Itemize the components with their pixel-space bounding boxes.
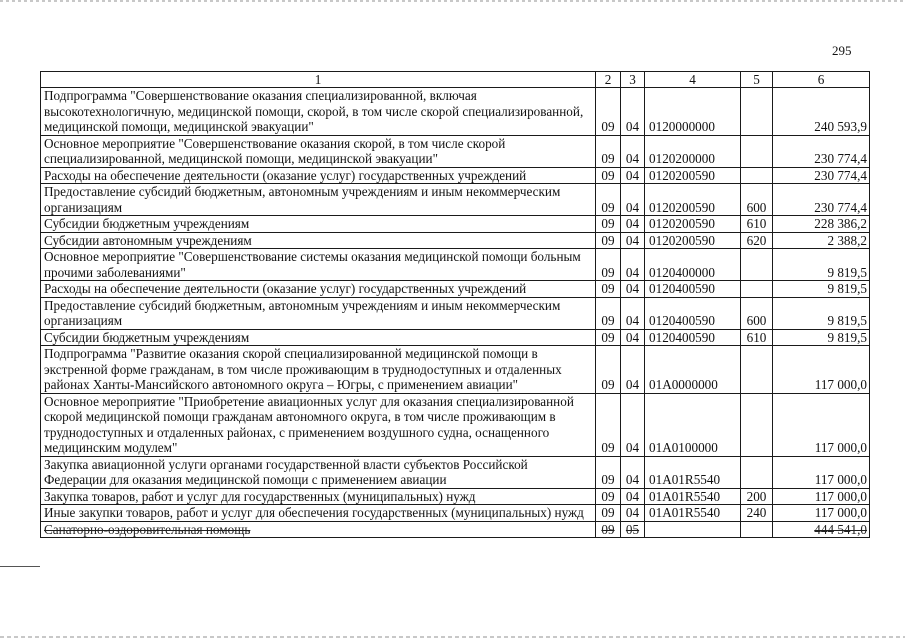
row-expense-type: 600 [741, 297, 773, 329]
row-amount: 117 000,0 [773, 346, 870, 394]
row-section: 09 [596, 456, 621, 488]
row-subsection: 04 [621, 393, 645, 456]
table-row [41, 505, 870, 522]
row-expense-type [741, 456, 773, 488]
row-subsection: 04 [621, 281, 645, 298]
row-subsection: 04 [621, 249, 645, 281]
row-section: 09 [596, 88, 621, 136]
table-row [41, 216, 870, 233]
header-col-3: 3 [621, 72, 645, 88]
row-expense-type [741, 393, 773, 456]
row-expense-type: 200 [741, 488, 773, 505]
row-target-code: 0120400590 [645, 297, 741, 329]
row-expense-type [741, 135, 773, 167]
row-expense-type [741, 88, 773, 136]
row-amount: 9 819,5 [773, 329, 870, 346]
row-amount: 9 819,5 [773, 281, 870, 298]
row-amount: 230 774,4 [773, 135, 870, 167]
row-expense-type: 600 [741, 184, 773, 216]
row-name: Подпрограмма "Развитие оказания скорой специализированной медицинской помощи в экстренной форме гражданам, в том числе проживающим в труднодоступных и отдаленных районах Ханты-Мансийского автономного округа – Югры, с применением авиации" [41, 346, 596, 394]
row-target-code: 0120400590 [645, 281, 741, 298]
row-name: Основное мероприятие "Приобретение авиационных услуг для оказания специализированной скорой медицинской помощи гражданам автономного округа, в том числе проживающим в труднодоступных и отдаленных районах, с применением воздушного судна, оснащенного медицинским модулем" [41, 393, 596, 456]
row-expense-type: 610 [741, 329, 773, 346]
row-section: 09 [596, 393, 621, 456]
row-amount: 9 819,5 [773, 297, 870, 329]
row-name: Основное мероприятие "Совершенствование системы оказания медицинской помощи больным прочими заболеваниями" [41, 249, 596, 281]
header-col-4: 4 [645, 72, 741, 88]
table-row [41, 488, 870, 505]
header-row [41, 72, 870, 88]
row-target-code: 0120200590 [645, 232, 741, 249]
row-amount: 117 000,0 [773, 505, 870, 522]
row-subsection: 04 [621, 346, 645, 394]
row-target-code: 01А0000000 [645, 346, 741, 394]
row-expense-type: 240 [741, 505, 773, 522]
table-row [41, 521, 870, 538]
row-amount: 230 774,4 [773, 184, 870, 216]
table-row [41, 88, 870, 136]
row-expense-type [741, 281, 773, 298]
row-amount: 9 819,5 [773, 249, 870, 281]
row-section: 09 [596, 281, 621, 298]
row-target-code [645, 521, 741, 538]
row-subsection: 04 [621, 505, 645, 522]
scan-edge-bottom [0, 636, 905, 638]
row-target-code: 01А01R5540 [645, 488, 741, 505]
row-target-code: 0120000000 [645, 88, 741, 136]
row-subsection: 04 [621, 488, 645, 505]
row-name: Закупка товаров, работ и услуг для государственных (муниципальных) нужд [41, 488, 596, 505]
table-row [41, 232, 870, 249]
row-expense-type [741, 249, 773, 281]
table-row [41, 456, 870, 488]
row-section: 09 [596, 232, 621, 249]
row-expense-type: 610 [741, 216, 773, 233]
row-subsection: 04 [621, 88, 645, 136]
row-name: Санаторно-оздоровительная помощь [41, 521, 596, 538]
row-target-code: 01А0100000 [645, 393, 741, 456]
row-amount: 2 388,2 [773, 232, 870, 249]
row-subsection: 04 [621, 135, 645, 167]
row-name: Подпрограмма "Совершенствование оказания специализированной, включая высокотехнологичную, медицинской помощи, скорой, в том числе скорой специализированной, медицинской помощи, медицинской эвакуации" [41, 88, 596, 136]
row-name: Субсидии бюджетным учреждениям [41, 329, 596, 346]
row-target-code: 0120200590 [645, 167, 741, 184]
header-col-1: 1 [41, 72, 596, 88]
row-subsection: 04 [621, 232, 645, 249]
table-row [41, 393, 870, 456]
row-name: Расходы на обеспечение деятельности (оказание услуг) государственных учреждений [41, 167, 596, 184]
row-amount: 240 593,9 [773, 88, 870, 136]
row-expense-type: 620 [741, 232, 773, 249]
row-expense-type [741, 167, 773, 184]
row-expense-type [741, 346, 773, 394]
row-target-code: 0120200590 [645, 184, 741, 216]
scan-edge-top [0, 0, 905, 2]
row-name: Предоставление субсидий бюджетным, автономным учреждениям и иным некоммерческим организациям [41, 297, 596, 329]
table-row [41, 329, 870, 346]
row-subsection: 04 [621, 216, 645, 233]
row-section: 09 [596, 297, 621, 329]
row-target-code: 01А01R5540 [645, 505, 741, 522]
row-amount: 117 000,0 [773, 488, 870, 505]
table-row [41, 281, 870, 298]
row-target-code: 0120400590 [645, 329, 741, 346]
margin-rule [0, 566, 40, 567]
row-name: Иные закупки товаров, работ и услуг для обеспечения государственных (муниципальных) нужд [41, 505, 596, 522]
row-target-code: 0120400000 [645, 249, 741, 281]
row-section: 09 [596, 135, 621, 167]
row-section: 09 [596, 505, 621, 522]
row-section: 09 [596, 184, 621, 216]
header-col-6: 6 [773, 72, 870, 88]
row-amount: 117 000,0 [773, 393, 870, 456]
row-name: Закупка авиационной услуги органами государственной власти субъектов Российской Федерации для оказания медицинской помощи с применением авиации [41, 456, 596, 488]
table-row [41, 346, 870, 394]
row-name: Расходы на обеспечение деятельности (оказание услуг) государственных учреждений [41, 281, 596, 298]
row-subsection: 04 [621, 456, 645, 488]
table-row [41, 135, 870, 167]
header-col-5: 5 [741, 72, 773, 88]
row-subsection: 05 [621, 521, 645, 538]
row-amount: 117 000,0 [773, 456, 870, 488]
row-amount: 228 386,2 [773, 216, 870, 233]
row-name: Основное мероприятие "Совершенствование оказания скорой, в том числе скорой специализированной, медицинской помощи, медицинской эвакуации" [41, 135, 596, 167]
header-col-2: 2 [596, 72, 621, 88]
row-section: 09 [596, 488, 621, 505]
row-amount: 230 774,4 [773, 167, 870, 184]
row-section: 09 [596, 216, 621, 233]
row-section: 09 [596, 521, 621, 538]
row-expense-type [741, 521, 773, 538]
row-name: Субсидии бюджетным учреждениям [41, 216, 596, 233]
row-amount: 444 541,0 [773, 521, 870, 538]
row-target-code: 0120200000 [645, 135, 741, 167]
table-body [41, 88, 870, 538]
row-target-code: 0120200590 [645, 216, 741, 233]
row-name: Предоставление субсидий бюджетным, автономным учреждениям и иным некоммерческим организациям [41, 184, 596, 216]
table-row [41, 249, 870, 281]
budget-table [40, 71, 870, 538]
table-row [41, 297, 870, 329]
row-name: Субсидии автономным учреждениям [41, 232, 596, 249]
table-row [41, 167, 870, 184]
row-subsection: 04 [621, 167, 645, 184]
table-row [41, 184, 870, 216]
page-number: 295 [832, 43, 852, 58]
row-section: 09 [596, 249, 621, 281]
row-target-code: 01А01R5540 [645, 456, 741, 488]
row-section: 09 [596, 346, 621, 394]
row-section: 09 [596, 329, 621, 346]
row-subsection: 04 [621, 329, 645, 346]
row-subsection: 04 [621, 297, 645, 329]
row-subsection: 04 [621, 184, 645, 216]
row-section: 09 [596, 167, 621, 184]
